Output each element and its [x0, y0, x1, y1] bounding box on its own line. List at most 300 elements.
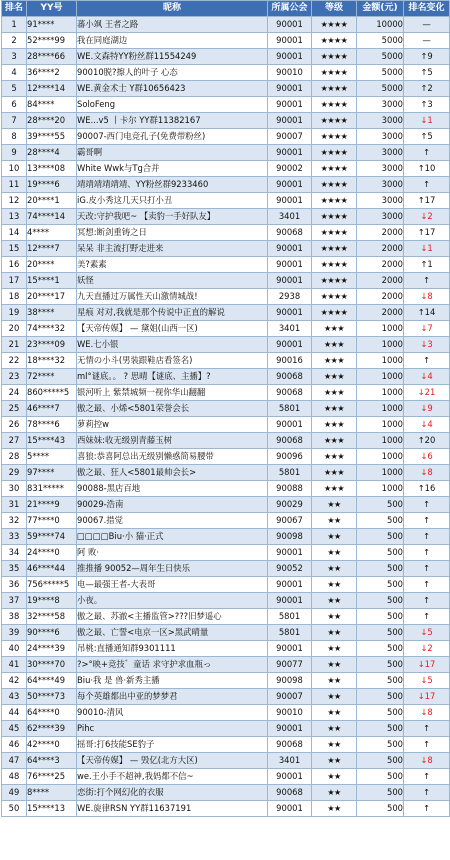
cell-level-stars: ★★★★ [312, 49, 357, 65]
cell-yy-number: 97**** [27, 465, 77, 481]
header-amount: 金额(元) [357, 1, 404, 17]
table-row [2, 801, 450, 817]
cell-nickname: 九天直播过万属性天山激情城战! [77, 289, 268, 305]
table-row [2, 385, 450, 401]
cell-amount: 1000 [357, 385, 404, 401]
header-nickname: 昵称 [77, 1, 268, 17]
cell-nickname: 电—最强王者-大表哥 [77, 577, 268, 593]
cell-amount: 5000 [357, 81, 404, 97]
cell-nickname: 90029-浩南 [77, 497, 268, 513]
cell-guild: 90001 [268, 801, 312, 817]
cell-nickname: 无情の小斗(男装跟鞋店看签名) [77, 353, 268, 369]
cell-nickname: 90067.措觉 [77, 513, 268, 529]
cell-rank-change: ↑ [404, 529, 450, 545]
cell-rank-change: ↓5 [404, 673, 450, 689]
cell-yy-number: 12****7 [27, 241, 77, 257]
cell-amount: 500 [357, 673, 404, 689]
cell-rank-change: ↑ [404, 353, 450, 369]
cell-level-stars: ★★★ [312, 481, 357, 497]
cell-yy-number: 74****32 [27, 321, 77, 337]
cell-yy-number: 64****3 [27, 753, 77, 769]
cell-yy-number: 20**** [27, 257, 77, 273]
cell-nickname: Pihc [77, 721, 268, 737]
cell-rank: 4 [2, 65, 27, 81]
cell-rank: 24 [2, 385, 27, 401]
cell-rank-change: ↓8 [404, 465, 450, 481]
table-row [2, 513, 450, 529]
cell-yy-number: 39****55 [27, 129, 77, 145]
cell-yy-number: 24****0 [27, 545, 77, 561]
cell-guild: 90001 [268, 305, 312, 321]
cell-yy-number: 90****6 [27, 625, 77, 641]
cell-nickname: 星痕 对对,我就是那个传说中正直的解说 [77, 305, 268, 321]
cell-rank-change: ↓17 [404, 657, 450, 673]
header-rank-change: 排名变化 [404, 1, 450, 17]
cell-guild: 90010 [268, 705, 312, 721]
cell-yy-number: 24****39 [27, 641, 77, 657]
cell-rank-change: ↓8 [404, 753, 450, 769]
cell-nickname: 90007-西门电竞孔子(免费带粉丝) [77, 129, 268, 145]
cell-yy-number: 15****43 [27, 433, 77, 449]
cell-level-stars: ★★★ [312, 449, 357, 465]
cell-yy-number: 12****14 [27, 81, 77, 97]
cell-yy-number: 15****1 [27, 273, 77, 289]
cell-guild: 3401 [268, 753, 312, 769]
cell-nickname: 蕃小飒 王者之路 [77, 17, 268, 33]
table-row [2, 289, 450, 305]
cell-rank: 8 [2, 129, 27, 145]
cell-guild: 90001 [268, 145, 312, 161]
cell-rank-change: ↑20 [404, 433, 450, 449]
cell-rank: 49 [2, 785, 27, 801]
cell-amount: 500 [357, 625, 404, 641]
table-row [2, 305, 450, 321]
table-row [2, 673, 450, 689]
cell-yy-number: 30****70 [27, 657, 77, 673]
cell-rank-change: ↓17 [404, 689, 450, 705]
cell-nickname: 西妹妹:收无级别青藤玉树 [77, 433, 268, 449]
cell-level-stars: ★★ [312, 545, 357, 561]
cell-nickname: 【天帝传媒】 — 黛姐(山西一区) [77, 321, 268, 337]
cell-yy-number: 46****7 [27, 401, 77, 417]
table-header-row [2, 1, 450, 17]
cell-level-stars: ★★ [312, 657, 357, 673]
cell-amount: 2000 [357, 225, 404, 241]
cell-yy-number: 4**** [27, 225, 77, 241]
cell-rank-change: ↑ [404, 593, 450, 609]
cell-amount: 500 [357, 689, 404, 705]
cell-level-stars: ★★★ [312, 321, 357, 337]
cell-rank: 13 [2, 209, 27, 225]
cell-rank-change: — [404, 33, 450, 49]
cell-rank-change: ↓2 [404, 641, 450, 657]
cell-rank: 10 [2, 161, 27, 177]
cell-yy-number: 28****4 [27, 145, 77, 161]
table-row [2, 609, 450, 625]
cell-nickname: 喜狼:恭喜阿总出无级别懒惑简易腰带 [77, 449, 268, 465]
cell-amount: 500 [357, 529, 404, 545]
table-row [2, 417, 450, 433]
cell-nickname: 小夜。 [77, 593, 268, 609]
cell-amount: 3000 [357, 97, 404, 113]
cell-level-stars: ★★★ [312, 401, 357, 417]
cell-guild: 90077 [268, 657, 312, 673]
cell-rank-change: ↓8 [404, 705, 450, 721]
cell-guild: 90001 [268, 769, 312, 785]
table-row [2, 321, 450, 337]
cell-guild: 5801 [268, 465, 312, 481]
cell-yy-number: 64****49 [27, 673, 77, 689]
cell-amount: 3000 [357, 113, 404, 129]
cell-rank: 26 [2, 417, 27, 433]
cell-rank-change: ↑5 [404, 65, 450, 81]
cell-rank: 48 [2, 769, 27, 785]
cell-guild: 90001 [268, 49, 312, 65]
cell-level-stars: ★★★★ [312, 273, 357, 289]
cell-amount: 2000 [357, 305, 404, 321]
table-row [2, 689, 450, 705]
cell-guild: 90052 [268, 561, 312, 577]
cell-amount: 3000 [357, 177, 404, 193]
cell-level-stars: ★★ [312, 529, 357, 545]
cell-rank-change: ↑1 [404, 257, 450, 273]
cell-rank-change: ↑ [404, 497, 450, 513]
cell-rank: 33 [2, 529, 27, 545]
cell-yy-number: 13****08 [27, 161, 77, 177]
cell-guild: 90088 [268, 481, 312, 497]
cell-yy-number: 76****25 [27, 769, 77, 785]
cell-level-stars: ★★ [312, 769, 357, 785]
cell-level-stars: ★★★★ [312, 177, 357, 193]
cell-nickname: WE...v5 丨卡尔 YY群11382167 [77, 113, 268, 129]
cell-rank: 47 [2, 753, 27, 769]
cell-guild: 90001 [268, 193, 312, 209]
cell-amount: 1000 [357, 417, 404, 433]
cell-amount: 500 [357, 497, 404, 513]
table-row [2, 705, 450, 721]
cell-rank-change: ↓5 [404, 625, 450, 641]
cell-nickname: 银河听上 紫禁城频一视你华山翻翻 [77, 385, 268, 401]
cell-guild: 90001 [268, 721, 312, 737]
cell-guild: 90001 [268, 241, 312, 257]
cell-yy-number: 32****58 [27, 609, 77, 625]
cell-rank: 31 [2, 497, 27, 513]
cell-yy-number: 20****1 [27, 193, 77, 209]
cell-level-stars: ★★★★ [312, 305, 357, 321]
cell-amount: 500 [357, 577, 404, 593]
cell-amount: 500 [357, 737, 404, 753]
cell-guild: 90002 [268, 161, 312, 177]
cell-level-stars: ★★★ [312, 417, 357, 433]
cell-nickname: WE.七小银 [77, 337, 268, 353]
cell-rank-change: ↑ [404, 737, 450, 753]
table-row [2, 465, 450, 481]
cell-yy-number: 59****74 [27, 529, 77, 545]
cell-level-stars: ★★ [312, 593, 357, 609]
cell-rank: 39 [2, 625, 27, 641]
table-row [2, 369, 450, 385]
cell-nickname: 霸哥啊 [77, 145, 268, 161]
cell-rank: 21 [2, 337, 27, 353]
cell-yy-number: 23****09 [27, 337, 77, 353]
cell-nickname: 吊桃:直播通知群9301111 [77, 641, 268, 657]
cell-amount: 5000 [357, 49, 404, 65]
table-row [2, 577, 450, 593]
cell-amount: 3000 [357, 129, 404, 145]
cell-yy-number: 52****99 [27, 33, 77, 49]
cell-yy-number: 50****73 [27, 689, 77, 705]
table-row [2, 753, 450, 769]
cell-rank-change: ↑ [404, 513, 450, 529]
cell-nickname: WE.文森特YY粉丝群11554249 [77, 49, 268, 65]
cell-yy-number: 756*****5 [27, 577, 77, 593]
cell-guild: 90001 [268, 593, 312, 609]
cell-rank: 6 [2, 97, 27, 113]
cell-level-stars: ★★ [312, 801, 357, 817]
table-row [2, 737, 450, 753]
cell-amount: 3000 [357, 145, 404, 161]
cell-amount: 500 [357, 801, 404, 817]
cell-guild: 90001 [268, 545, 312, 561]
cell-rank: 34 [2, 545, 27, 561]
table-row [2, 625, 450, 641]
cell-nickname: 呆呆 非主流打野走进来 [77, 241, 268, 257]
cell-rank-change: ↑ [404, 769, 450, 785]
cell-rank-change: ↑ [404, 177, 450, 193]
cell-rank-change: ↑2 [404, 81, 450, 97]
cell-rank: 7 [2, 113, 27, 129]
cell-rank-change: ↑16 [404, 481, 450, 497]
cell-guild: 2938 [268, 289, 312, 305]
cell-level-stars: ★★ [312, 561, 357, 577]
cell-nickname: White Wwk与Tg合并 [77, 161, 268, 177]
cell-rank-change: ↑ [404, 721, 450, 737]
cell-amount: 5000 [357, 33, 404, 49]
cell-amount: 1000 [357, 353, 404, 369]
cell-rank-change: ↑ [404, 577, 450, 593]
table-row [2, 113, 450, 129]
table-row [2, 785, 450, 801]
cell-rank: 25 [2, 401, 27, 417]
cell-guild: 90098 [268, 673, 312, 689]
cell-nickname: SoloFeng [77, 97, 268, 113]
cell-guild: 90068 [268, 385, 312, 401]
table-row [2, 353, 450, 369]
cell-rank-change: ↑ [404, 609, 450, 625]
cell-rank: 43 [2, 689, 27, 705]
cell-guild: 5801 [268, 401, 312, 417]
cell-level-stars: ★★★★ [312, 257, 357, 273]
cell-amount: 500 [357, 545, 404, 561]
header-rank: 排名 [2, 1, 27, 17]
cell-yy-number: 72**** [27, 369, 77, 385]
cell-guild: 90029 [268, 497, 312, 513]
cell-amount: 500 [357, 593, 404, 609]
cell-yy-number: 77****0 [27, 513, 77, 529]
cell-yy-number: 831***** [27, 481, 77, 497]
cell-level-stars: ★★ [312, 785, 357, 801]
cell-level-stars: ★★★★ [312, 97, 357, 113]
cell-amount: 3000 [357, 209, 404, 225]
cell-amount: 1000 [357, 433, 404, 449]
cell-nickname: 阿 败· [77, 545, 268, 561]
cell-rank-change: ↑17 [404, 193, 450, 209]
cell-rank: 22 [2, 353, 27, 369]
table-row [2, 529, 450, 545]
cell-yy-number: 8**** [27, 785, 77, 801]
table-row [2, 145, 450, 161]
cell-guild: 90068 [268, 433, 312, 449]
cell-nickname: 我在同庭湖边 [77, 33, 268, 49]
cell-rank: 17 [2, 273, 27, 289]
header-yy: YY号 [27, 1, 77, 17]
cell-rank: 14 [2, 225, 27, 241]
cell-level-stars: ★★ [312, 513, 357, 529]
cell-level-stars: ★★ [312, 705, 357, 721]
cell-nickname: Biu·我 是 兽·新秀主播 [77, 673, 268, 689]
cell-guild: 5801 [268, 609, 312, 625]
cell-rank: 16 [2, 257, 27, 273]
table-row [2, 593, 450, 609]
cell-nickname: 傲之最、小烯<5801荣誉会长 [77, 401, 268, 417]
cell-level-stars: ★★ [312, 497, 357, 513]
cell-level-stars: ★★ [312, 689, 357, 705]
cell-level-stars: ★★★ [312, 369, 357, 385]
cell-level-stars: ★★★★ [312, 129, 357, 145]
cell-nickname: 摇哥:打6技能SE豹子 [77, 737, 268, 753]
table-row [2, 641, 450, 657]
cell-nickname: 90088-黑店百地 [77, 481, 268, 497]
table-row [2, 225, 450, 241]
cell-amount: 500 [357, 705, 404, 721]
cell-level-stars: ★★ [312, 737, 357, 753]
table-row [2, 721, 450, 737]
cell-yy-number: 42****0 [27, 737, 77, 753]
cell-yy-number: 28****20 [27, 113, 77, 129]
cell-level-stars: ★★★ [312, 433, 357, 449]
cell-rank-change: ↓1 [404, 241, 450, 257]
cell-yy-number: 15****13 [27, 801, 77, 817]
table-row [2, 161, 450, 177]
cell-nickname: we.王小手不超神,我妈都不信~ [77, 769, 268, 785]
cell-nickname: WE.黄金术士 Y群10656423 [77, 81, 268, 97]
cell-guild: 90007 [268, 689, 312, 705]
cell-level-stars: ★★ [312, 753, 357, 769]
cell-level-stars: ★★★★ [312, 65, 357, 81]
cell-amount: 1000 [357, 481, 404, 497]
cell-nickname: 每个英雄都出中亚的梦梦君 [77, 689, 268, 705]
cell-rank-change: — [404, 17, 450, 33]
table-row [2, 337, 450, 353]
cell-level-stars: ★★ [312, 625, 357, 641]
cell-rank-change: ↑ [404, 545, 450, 561]
cell-rank: 36 [2, 577, 27, 593]
cell-nickname: 恋街:打个网幻化的衣服 [77, 785, 268, 801]
cell-rank-change: ↑9 [404, 49, 450, 65]
cell-rank: 35 [2, 561, 27, 577]
cell-level-stars: ★★ [312, 577, 357, 593]
cell-amount: 1000 [357, 449, 404, 465]
cell-rank: 32 [2, 513, 27, 529]
cell-rank-change: ↓7 [404, 321, 450, 337]
table-row [2, 545, 450, 561]
cell-amount: 1000 [357, 465, 404, 481]
cell-amount: 2000 [357, 257, 404, 273]
cell-guild: 3401 [268, 209, 312, 225]
cell-rank-change: ↑ [404, 561, 450, 577]
cell-level-stars: ★★★ [312, 385, 357, 401]
cell-rank: 40 [2, 641, 27, 657]
cell-guild: 90001 [268, 273, 312, 289]
cell-nickname: 冥想:断剑重铸之日 [77, 225, 268, 241]
cell-amount: 1000 [357, 369, 404, 385]
cell-yy-number: 38**** [27, 305, 77, 321]
cell-yy-number: 84**** [27, 97, 77, 113]
cell-rank: 11 [2, 177, 27, 193]
cell-rank-change: ↑ [404, 273, 450, 289]
cell-yy-number: 19****6 [27, 177, 77, 193]
cell-rank: 42 [2, 673, 27, 689]
cell-yy-number: 28****66 [27, 49, 77, 65]
cell-level-stars: ★★★★ [312, 33, 357, 49]
cell-yy-number: 64****0 [27, 705, 77, 721]
cell-amount: 500 [357, 641, 404, 657]
cell-guild: 90001 [268, 337, 312, 353]
cell-yy-number: 91**** [27, 17, 77, 33]
cell-rank: 50 [2, 801, 27, 817]
cell-nickname: 妖怪 [77, 273, 268, 289]
table-row [2, 177, 450, 193]
cell-level-stars: ★★ [312, 641, 357, 657]
cell-rank: 27 [2, 433, 27, 449]
cell-yy-number: 62****39 [27, 721, 77, 737]
table-row [2, 561, 450, 577]
cell-level-stars: ★★★★ [312, 209, 357, 225]
table-row [2, 65, 450, 81]
cell-rank: 44 [2, 705, 27, 721]
cell-guild: 90016 [268, 353, 312, 369]
cell-amount: 2000 [357, 241, 404, 257]
cell-yy-number: 18****32 [27, 353, 77, 369]
cell-rank: 45 [2, 721, 27, 737]
cell-level-stars: ★★★★ [312, 81, 357, 97]
table-body [2, 17, 450, 817]
cell-guild: 90001 [268, 113, 312, 129]
cell-rank: 23 [2, 369, 27, 385]
cell-guild: 90010 [268, 65, 312, 81]
cell-rank: 18 [2, 289, 27, 305]
header-level: 等级 [312, 1, 357, 17]
cell-guild: 90001 [268, 417, 312, 433]
cell-yy-number: 78****6 [27, 417, 77, 433]
cell-guild: 90098 [268, 529, 312, 545]
cell-nickname: 傲之最、狂人<5801最帅会长> [77, 465, 268, 481]
cell-rank: 5 [2, 81, 27, 97]
cell-rank: 37 [2, 593, 27, 609]
cell-guild: 90001 [268, 17, 312, 33]
cell-guild: 90068 [268, 369, 312, 385]
cell-yy-number: 21****9 [27, 497, 77, 513]
cell-level-stars: ★★★ [312, 353, 357, 369]
table-row [2, 497, 450, 513]
cell-rank-change: ↑14 [404, 305, 450, 321]
cell-amount: 500 [357, 721, 404, 737]
cell-rank-change: ↑ [404, 785, 450, 801]
cell-amount: 1000 [357, 337, 404, 353]
cell-nickname: □□□□Biu·小 猫·正式 [77, 529, 268, 545]
cell-amount: 500 [357, 785, 404, 801]
cell-rank: 29 [2, 465, 27, 481]
